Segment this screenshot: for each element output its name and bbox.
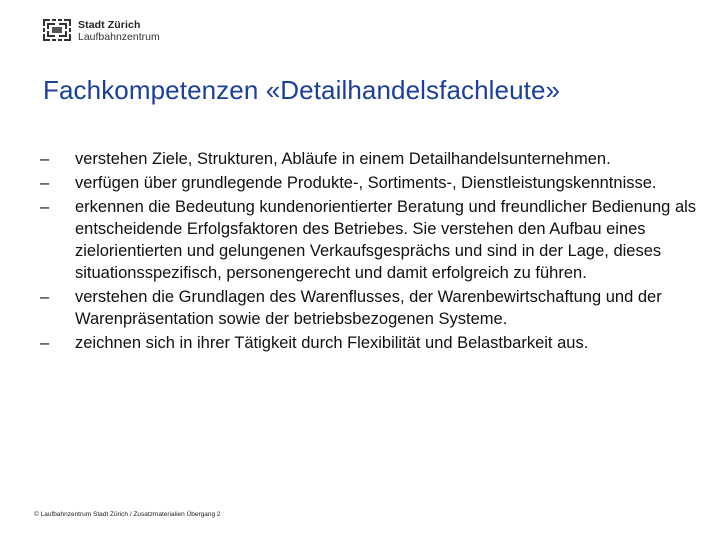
list-item (40, 286, 712, 330)
list-item (40, 148, 712, 170)
page-title: Fachkompetenzen «Detailhandelsfachleute» (43, 75, 561, 106)
list-item (40, 196, 712, 284)
bullet-dash: – (40, 174, 50, 192)
list-item-text: erkennen die Bedeutung kundenorientierter Beratung und freundlicher Bedienung als entscheidende Erfolgsfaktoren des Betriebes. Sie verstehen den Aufbau eines zielorientierten und gelungenen Verkaufsgesprächs und sind in der Lage, dieses situationsspezifisch, personengerecht und damit erfolgreich zu führen. (75, 198, 697, 282)
zurich-coat-of-arms-icon (42, 18, 72, 42)
footer-copyright: © Laufbahnzentrum Stadt Zürich / Zusatzmaterialien Übergang 2 (34, 511, 221, 518)
bullet-dash: – (40, 288, 50, 306)
list-item (40, 172, 712, 194)
list-item (40, 332, 712, 354)
list-item-text: verstehen Ziele, Strukturen, Abläufe in einem Detailhandelsunternehmen. (75, 150, 611, 168)
list-item-text: verstehen die Grundlagen des Warenflusses, der Warenbewirtschaftung und der Warenpräsentation sowie der betriebsbezogenen Systeme. (75, 288, 662, 328)
bullet-dash: – (40, 334, 50, 352)
bullet-dash: – (40, 150, 50, 168)
logo-org-name: Stadt Zürich (78, 19, 141, 31)
competency-list (40, 148, 712, 356)
list-item-text: verfügen über grundlegende Produkte-, Sortiments-, Dienstleistungskenntnisse. (75, 174, 657, 192)
header-logo (42, 18, 160, 46)
bullet-dash: – (40, 198, 50, 216)
list-item-text: zeichnen sich in ihrer Tätigkeit durch Flexibilität und Belastbarkeit aus. (75, 334, 589, 352)
logo-unit-name: Laufbahnzentrum (78, 31, 160, 43)
logo-text (78, 19, 160, 43)
